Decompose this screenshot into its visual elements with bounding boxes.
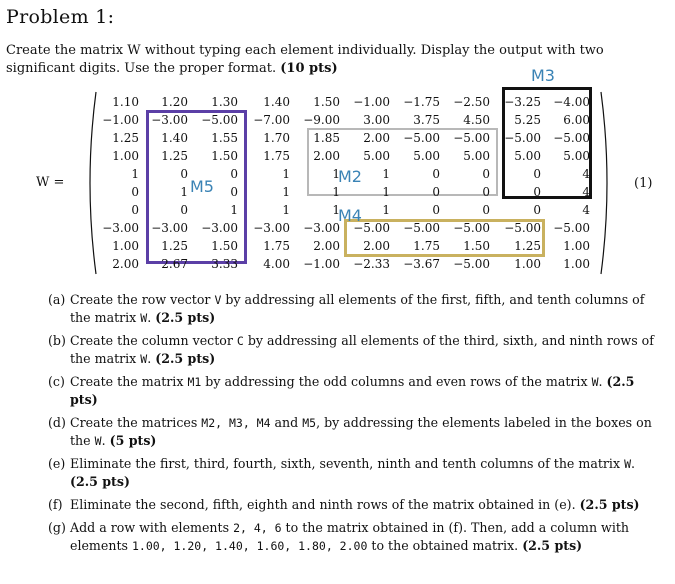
left-paren	[82, 90, 100, 276]
question-text: Create the matrix	[70, 374, 188, 389]
matrix-cell: −9.00	[303, 113, 340, 127]
matrix-cell: 1	[332, 203, 340, 217]
matrix-cell: 0	[533, 167, 541, 181]
code-var: V	[214, 293, 222, 307]
matrix-cell: 0	[533, 203, 541, 217]
matrix-cell: 0	[432, 167, 440, 181]
question-text: Create the row vector	[70, 292, 215, 307]
matrix-cell: −5.00	[201, 113, 238, 127]
question-text: to the obtained matrix.	[367, 538, 519, 553]
matrix-cell: 1.25	[161, 239, 188, 253]
question-tag: (a)	[48, 292, 66, 307]
label-m4: M4	[338, 206, 362, 225]
matrix-cell: 1	[382, 203, 390, 217]
matrix-cell: −3.00	[102, 221, 139, 235]
matrix-cell: −5.00	[453, 221, 490, 235]
matrix-cell: 2.00	[313, 239, 340, 253]
matrix-cell: 0	[230, 185, 238, 199]
question-text: Eliminate the first, third, fourth, sixth, seventh, ninth and tenth columns of the matrix	[70, 456, 625, 471]
code-var: W	[94, 434, 102, 448]
question-points: (5 pts)	[109, 433, 157, 448]
matrix-cell: −5.00	[553, 221, 590, 235]
matrix-cell: 5.00	[563, 149, 590, 163]
matrix-cell: 1.75	[413, 239, 440, 253]
code-var: C	[236, 334, 244, 348]
equation-number: (1)	[634, 176, 653, 191]
matrix-cell: 1	[230, 203, 238, 217]
matrix-cell: 1.55	[211, 131, 238, 145]
matrix-cell: 2.67	[161, 257, 188, 271]
question-points: (2.5 pts)	[579, 497, 640, 512]
matrix-cell: 1.75	[263, 149, 290, 163]
question-text: .	[101, 433, 106, 448]
matrix-cell: 4	[582, 203, 590, 217]
problem-title: Problem 1:	[6, 6, 115, 28]
question-tag: (b)	[48, 333, 66, 348]
matrix-cell: 1	[131, 167, 139, 181]
matrix-label: W =	[36, 175, 65, 190]
question-tag: (f)	[48, 497, 63, 512]
matrix-cell: 0	[131, 203, 139, 217]
matrix-cell: −5.00	[403, 131, 440, 145]
question-tag: (c)	[48, 374, 65, 389]
matrix-cell: 0	[482, 203, 490, 217]
matrix-cell: 1.50	[463, 239, 490, 253]
code-var: W	[624, 457, 631, 471]
matrix-cell: 1	[282, 203, 290, 217]
matrix-cell: 5.25	[514, 113, 541, 127]
matrix-cell: 1.40	[161, 131, 188, 145]
matrix-cell: 4	[582, 167, 590, 181]
matrix-cell: 1.00	[112, 149, 139, 163]
matrix-cell: 1.25	[161, 149, 188, 163]
question-tag: (d)	[48, 415, 66, 430]
matrix-cell: −3.67	[403, 257, 440, 271]
matrix-cell: 1.25	[112, 131, 139, 145]
code-var: 2, 4, 6	[233, 521, 282, 535]
question-points: (2.5 pts)	[70, 474, 130, 489]
code-var: M1	[187, 375, 202, 389]
matrix-cell: 1.30	[211, 95, 238, 109]
matrix-cell: 1.00	[514, 257, 541, 271]
matrix-cell: 1.00	[563, 239, 590, 253]
matrix-cell: 0	[533, 185, 541, 199]
matrix-cell: 4	[582, 185, 590, 199]
matrix-cell: 1.50	[211, 239, 238, 253]
matrix-cell: 1	[332, 167, 340, 181]
question-text: by addressing all elements of the third, sixth, and ninth rows of the matrix	[70, 333, 654, 366]
matrix-cell: −3.25	[504, 95, 541, 109]
matrix-cell: 2.00	[112, 257, 139, 271]
matrix-cell: −5.00	[553, 131, 590, 145]
matrix-cell: 5.00	[363, 149, 390, 163]
matrix-cell: 1	[382, 185, 390, 199]
matrix-cell: −5.00	[403, 221, 440, 235]
question-tag: (e)	[48, 456, 66, 471]
matrix-cell: 1	[382, 167, 390, 181]
matrix-cell: 2.00	[363, 239, 390, 253]
code-var: 1.00, 1.20, 1.40, 1.60, 1.80, 2.00	[131, 539, 368, 553]
matrix-cell: −2.33	[353, 257, 390, 271]
matrix-cell: 2.00	[313, 149, 340, 163]
right-paren	[597, 90, 615, 276]
question-d	[48, 414, 660, 450]
matrix-cell: −1.75	[403, 95, 440, 109]
code-var: M2, M3, M4	[201, 416, 271, 430]
matrix-cell: 4.00	[263, 257, 290, 271]
matrix-cell: −5.00	[504, 131, 541, 145]
question-g	[48, 519, 660, 555]
code-var: W	[591, 375, 599, 389]
question-points: (2.5 pts)	[155, 351, 216, 366]
matrix-cell: −5.00	[453, 257, 490, 271]
question-b	[48, 332, 660, 368]
matrix-cell: −3.00	[253, 221, 290, 235]
matrix-cell: −3.00	[201, 221, 238, 235]
question-text: .	[631, 456, 636, 471]
question-tag: (g)	[48, 520, 66, 535]
matrix-w	[0, 0, 675, 290]
matrix-cell: −1.00	[102, 113, 139, 127]
question-text: Eliminate the second, fifth, eighth and ninth rows of the matrix obtained in (e).	[70, 497, 576, 512]
question-text: .	[147, 310, 152, 325]
code-var: M5	[302, 416, 317, 430]
matrix-cell: 2.00	[363, 131, 390, 145]
matrix-cell: 1.10	[112, 95, 139, 109]
matrix-cell: 6.00	[563, 113, 590, 127]
question-text: .	[598, 374, 603, 389]
question-text: to the matrix obtained in (f). Then, add a column with elements	[70, 520, 630, 553]
matrix-cell: −7.00	[253, 113, 290, 127]
matrix-cell: 0	[482, 167, 490, 181]
matrix-cell: −3.00	[151, 221, 188, 235]
question-text: Create the column vector	[70, 333, 237, 348]
matrix-cell: 4.50	[463, 113, 490, 127]
question-c	[48, 373, 660, 409]
question-text: and	[270, 415, 303, 430]
question-text: Add a row with elements	[70, 520, 234, 535]
question-e	[48, 455, 660, 491]
matrix-cell: 1.85	[313, 131, 340, 145]
matrix-cell: −5.00	[453, 131, 490, 145]
matrix-cell: 3.00	[363, 113, 390, 127]
matrix-cell: −1.00	[303, 257, 340, 271]
question-points: (2.5 pts)	[522, 538, 583, 553]
matrix-cell: 1.50	[313, 95, 340, 109]
matrix-cell: 0	[482, 185, 490, 199]
matrix-cell: 1.25	[514, 239, 541, 253]
matrix-cell: 1	[282, 167, 290, 181]
matrix-cell: 1.75	[263, 239, 290, 253]
label-m2: M2	[338, 167, 362, 186]
matrix-cell: 3.75	[413, 113, 440, 127]
label-m3: M3	[531, 66, 555, 85]
question-a	[48, 291, 660, 327]
matrix-cell: 5.00	[463, 149, 490, 163]
matrix-cell: 0	[230, 167, 238, 181]
matrix-cell: 0	[180, 167, 188, 181]
label-m5: M5	[190, 177, 214, 196]
question-f	[48, 496, 660, 514]
intro-text: Create the matrix W without typing each element individually. Display the output with two significant digits. Use the proper format.	[6, 43, 604, 76]
code-var: W	[140, 352, 148, 366]
matrix-cell: −3.00	[303, 221, 340, 235]
matrix-cell: 1	[282, 185, 290, 199]
matrix-cell: 1.00	[563, 257, 590, 271]
matrix-cell: 5.00	[413, 149, 440, 163]
question-text: by addressing all elements of the first, fifth, and tenth columns of the matrix	[70, 292, 645, 325]
matrix-cell: 0	[180, 203, 188, 217]
matrix-cell: 0	[432, 203, 440, 217]
question-text: by addressing the odd columns and even rows of the matrix	[201, 374, 592, 389]
matrix-cell: 1.50	[211, 149, 238, 163]
matrix-cell: −3.00	[151, 113, 188, 127]
question-text: Create the matrices	[70, 415, 202, 430]
matrix-cell: 0	[432, 185, 440, 199]
matrix-cell: 1.00	[112, 239, 139, 253]
matrix-cell: 0	[131, 185, 139, 199]
matrix-cell: 1	[180, 185, 188, 199]
code-var: W	[140, 311, 148, 325]
intro-points: (10 pts)	[280, 61, 338, 76]
question-points: (2.5 pts)	[155, 310, 216, 325]
matrix-cell: 1.70	[263, 131, 290, 145]
matrix-cell: −4.00	[553, 95, 590, 109]
question-points: (2.5 pts)	[70, 374, 635, 407]
matrix-cell: −5.00	[353, 221, 390, 235]
matrix-cell: −5.00	[504, 221, 541, 235]
matrix-cell: 3.33	[211, 257, 238, 271]
matrix-cell: 1.40	[263, 95, 290, 109]
matrix-cell: 1	[332, 185, 340, 199]
matrix-cell: −2.50	[453, 95, 490, 109]
question-text: .	[147, 351, 152, 366]
matrix-cell: 1.20	[161, 95, 188, 109]
matrix-cell: −1.00	[353, 95, 390, 109]
matrix-cell: 5.00	[514, 149, 541, 163]
question-text: , by addressing the elements labeled in the boxes on the	[70, 415, 652, 448]
